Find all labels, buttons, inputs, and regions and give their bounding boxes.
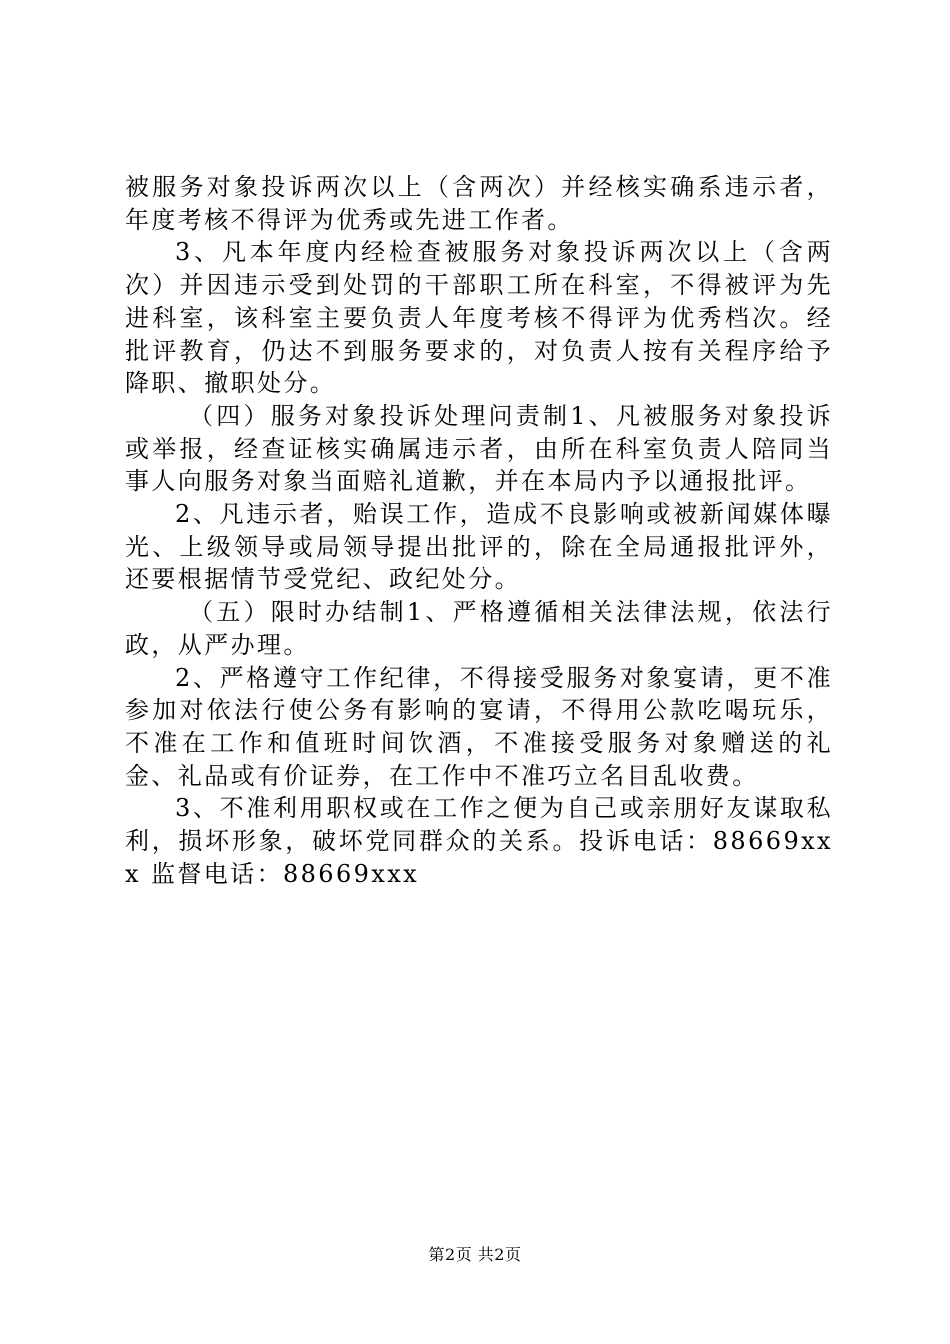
paragraph-5: （五）限时办结制1、严格遵循相关法律法规，依法行政，从严办理。 <box>125 598 833 659</box>
paragraph-6: 2、严格遵守工作纪律，不得接受服务对象宴请，更不准参加对依法行使公务有影响的宴请，不得用公款吃喝玩乐，不准在工作和值班时间饮酒，不准接受服务对象赠送的礼金、礼品或有价证券，在工作中不准巧立名目乱收费。 <box>125 663 833 790</box>
paragraph-4: 2、凡违示者，贻误工作，造成不良影响或被新闻媒体曝光、上级领导或局领导提出批评的，除在全局通报批评外，还要根据情节受党纪、政纪处分。 <box>125 500 833 594</box>
document-body <box>125 171 833 890</box>
page-footer <box>0 1245 950 1265</box>
paragraph-7: 3、不准利用职权或在工作之便为自己或亲朋好友谋取私利，损坏形象，破坏党同群众的关系。投诉电话：88669xxx 监督电话：88669xxx <box>125 794 833 888</box>
page-indicator: 第2页 共2页 <box>428 1245 522 1264</box>
paragraph-2: 3、凡本年度内经检查被服务对象投诉两次以上（含两次）并因违示受到处罚的干部职工所在科室，不得被评为先进科室，该科室主要负责人年度考核不得评为优秀档次。经批评教育，仍达不到服务要求的，对负责人按有关程序给予降职、撤职处分。 <box>125 238 833 398</box>
paragraph-1: 被服务对象投诉两次以上（含两次）并经核实确系违示者，年度考核不得评为优秀或先进工作者。 <box>125 173 833 234</box>
paragraph-3: （四）服务对象投诉处理问责制1、凡被服务对象投诉或举报，经查证核实确属违示者，由所在科室负责人陪同当事人向服务对象当面赔礼道歉，并在本局内予以通报批评。 <box>125 401 833 496</box>
